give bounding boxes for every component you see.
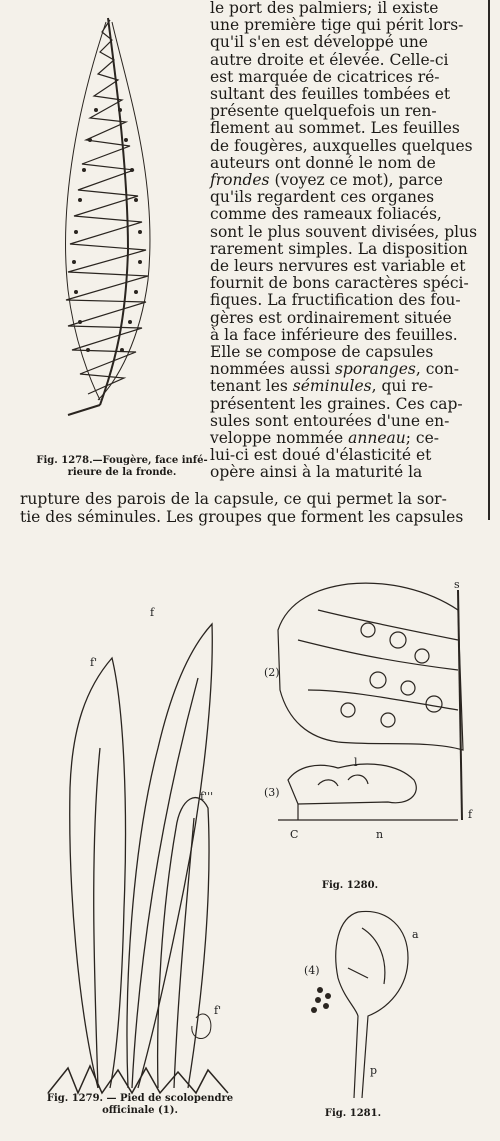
text-line: opère ainsi à la maturité la <box>210 463 423 482</box>
text-line: de fougères, auxquelles quelques <box>210 136 473 155</box>
text-line: gères est ordinairement située <box>210 308 452 327</box>
detail-label-n: n <box>376 828 384 841</box>
text-line: le port des palmiers; il existe <box>210 0 439 17</box>
text-line: auteurs ont donné le nom de <box>210 153 436 172</box>
text-line: rupture des parois de la capsule, ce qui permet la sor- <box>20 490 447 508</box>
detail-label-2: (2) <box>264 666 280 679</box>
detail-label-c: C <box>290 828 299 841</box>
text-line: est marquée de cicatrices ré- <box>210 67 440 86</box>
leaf-detail-illustration <box>258 570 498 880</box>
sporangium-illustration <box>298 898 438 1098</box>
caption-line: rieure de la fronde. <box>67 467 177 478</box>
detail-label-3: (3) <box>264 786 280 799</box>
figure-1281-caption: Fig. 1281. <box>324 1108 382 1119</box>
detail-label-l: l <box>354 756 358 769</box>
detail-label-s: s <box>454 578 460 591</box>
plant-label-f-triple: f''' <box>200 790 214 803</box>
detail-label-f: f <box>468 808 473 821</box>
text-line: sultant des feuilles tombées et <box>210 85 451 104</box>
text-line: lui-ci est doué d'élasticité et <box>210 446 432 465</box>
sporangium-label-a: a <box>412 928 419 941</box>
text-line: sules sont entourées d'une en- <box>210 411 450 430</box>
text-line: fournit de bons caractères spéci- <box>210 274 469 293</box>
text-line: frondes (voyez ce mot), parce <box>210 171 443 190</box>
column-rule <box>488 0 490 520</box>
text-line: présentent les graines. Ces cap- <box>210 394 463 413</box>
plant-label-f-prime-2: f' <box>214 1004 222 1017</box>
text-line: de leurs nervures est variable et <box>210 257 466 276</box>
plant-label-f: f <box>150 606 155 619</box>
text-line: fiques. La fructification des fou- <box>210 291 461 310</box>
text-line: tie des séminules. Les groupes que forment les capsules <box>20 508 464 526</box>
figure-1278-caption <box>22 455 222 479</box>
scolopendre-plant-illustration <box>28 588 248 1098</box>
body-text-column <box>210 0 484 482</box>
text-line: qu'ils regardent ces organes <box>210 188 435 207</box>
sporangium-label-p: p <box>370 1064 378 1077</box>
text-line: à la face inférieure des feuilles. <box>210 325 458 344</box>
fern-frond-illustration <box>8 0 208 450</box>
text-line: qu'il s'en est développé une <box>210 33 428 52</box>
plant-label-f-prime: f' <box>90 656 98 669</box>
text-line: sont le plus souvent divisées, plus <box>210 222 478 241</box>
text-line: Elle se compose de capsules <box>210 343 434 362</box>
text-line: veloppe nommée anneau; ce- <box>210 429 440 448</box>
caption-line: Fig. 1278.—Fougère, face infé- <box>36 455 208 466</box>
text-line: comme des rameaux foliacés, <box>210 205 442 224</box>
caption-line: Fig. 1279. — Pied de scolopendre <box>46 1093 234 1104</box>
text-line: rarement simples. La disposition <box>210 239 468 258</box>
figure-1280-caption: Fig. 1280. <box>321 880 379 891</box>
full-width-text <box>20 490 484 526</box>
text-line: présente quelquefois un ren- <box>210 102 437 121</box>
caption-line: officinale (1). <box>102 1105 178 1116</box>
text-line: flement au sommet. Les feuilles <box>210 119 460 138</box>
text-line: tenant les séminules, qui re- <box>210 377 434 396</box>
text-line: une première tige qui périt lors- <box>210 16 464 35</box>
figure-1279-caption <box>20 1093 260 1117</box>
text-line: nommées aussi sporanges, con- <box>210 360 459 379</box>
text-line: autre droite et élevée. Celle-ci <box>210 50 449 69</box>
sporangium-label-4: (4) <box>304 964 320 977</box>
